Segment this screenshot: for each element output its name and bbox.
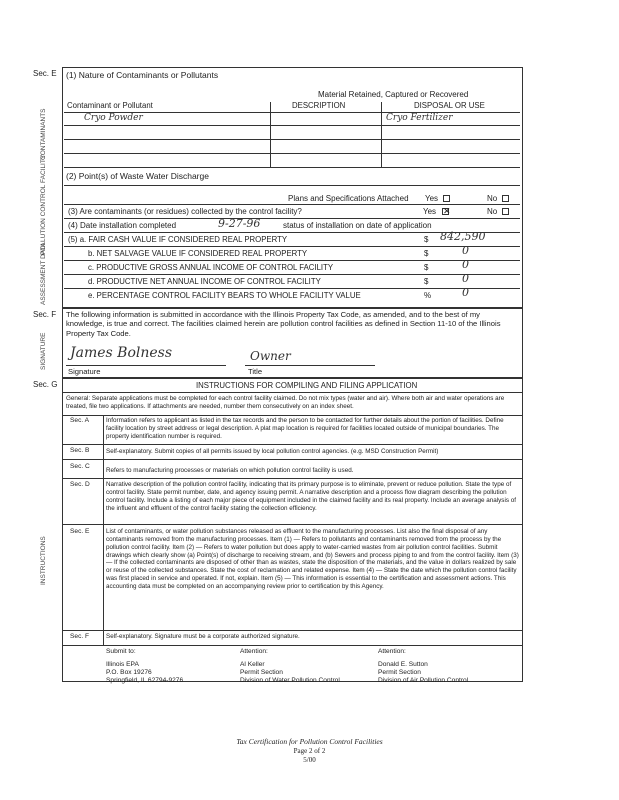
instr-d-line bbox=[62, 524, 523, 525]
addr1-line1: Illinois EPA bbox=[106, 661, 139, 668]
vertical-contaminants: CONTAMINANTS bbox=[40, 108, 47, 160]
footer-page: Page 2 of 2 bbox=[293, 747, 326, 755]
gross-income-dollar: $ bbox=[424, 263, 429, 272]
status-installation-label: status of installation on date of application bbox=[283, 221, 432, 230]
sec-e-label: Sec. E bbox=[33, 69, 57, 78]
attention-label-1: Attention: bbox=[240, 648, 268, 655]
instr-sec-b-label: Sec. B bbox=[70, 447, 90, 454]
contaminants-collected-question: (3) Are contaminants (or residues) collected by the control facility? bbox=[68, 207, 302, 216]
fair-cash-value-label: (5) a. FAIR CASH VALUE IF CONSIDERED REAL PROPERTY bbox=[68, 235, 288, 244]
col-contaminant-header: Contaminant or Pollutant bbox=[67, 101, 153, 110]
certification-statement: The following information is submitted in accordance with the Illinois Property Tax Code, as amended, and to the best of my knowledge, is true and correct. The facilities claimed herein are pollution control facilities as defined in Section 11-10 of the Illinois Property Tax Code. bbox=[66, 310, 501, 338]
percentage-symbol: % bbox=[424, 291, 432, 300]
net-salvage-value: 0 bbox=[462, 244, 469, 257]
instr-sec-a-label: Sec. A bbox=[70, 417, 90, 424]
collected-yes-label: Yes bbox=[423, 207, 437, 216]
row5c-line bbox=[64, 274, 520, 275]
vertical-instructions: INSTRUCTIONS bbox=[40, 536, 47, 585]
sec-f-label: Sec. F bbox=[33, 310, 57, 319]
row-line-2 bbox=[64, 139, 520, 140]
instr-f-line bbox=[62, 645, 523, 646]
addr3-line2: Permit Section bbox=[378, 669, 421, 676]
net-salvage-label: b. NET SALVAGE VALUE IF CONSIDERED REAL PROPERTY bbox=[88, 249, 308, 258]
col-disposal-header: DISPOSAL OR USE bbox=[414, 101, 485, 110]
instr-sec-e-label: Sec. E bbox=[70, 528, 90, 535]
plans-attached-label: Plans and Specifications Attached bbox=[288, 194, 409, 203]
fair-cash-dollar: $ bbox=[424, 235, 429, 244]
instr-sec-d-label: Sec. D bbox=[70, 481, 90, 488]
sec-g-label: Sec. G bbox=[33, 380, 58, 389]
signature-caption: Signature bbox=[68, 367, 101, 376]
signature-handwritten: James Bolness bbox=[70, 345, 173, 361]
vertical-signature: SIGNATURE bbox=[40, 332, 47, 370]
addr1-line2: P.O. Box 19276 bbox=[106, 669, 152, 676]
instr-sec-a-text: Information refers to applicant as listed in the tax records and the person to be contacted for further details about the portion of facilities. Define facility location by street address or legal description. A plat map location is required for facilities located outside of municipal boundaries. The property identification number is required. bbox=[106, 417, 504, 440]
instr-sec-e-text: List of contaminants, or water pollution substances released as effluent to the manufacturing processes. List also the final disposal of any contaminants removed from the manufacturing processes. Item (1) — Refers to pollutants and contaminants removed from the process by the pollution control facility. Item (2) — Refers to water pollution but does apply to water-carried wastes from air pollution control facilities. Submit drawings which clearly show (a) Point(s) of discharge to receiving stream, and (b) Sewers and process piping to and from the control facility. Item (3) — If the collected contaminants are disposed of other than as wastes, state the disposition of the materials, and the value in dollars realized by sale or reuse of the collected substances. State the cost of reclamation and related expense. Item (4) — State the date which the pollution control facility was first placed in service and operated. If not, explain. Item (5) — This information is essential to the certification and assessment actions. This accounting data must be completed on an accompanying review prior to certification by this Agency. bbox=[106, 528, 519, 591]
gross-income-label: c. PRODUCTIVE GROSS ANNUAL INCOME OF CONTROL FACILITY bbox=[88, 263, 334, 272]
plans-yes-label: Yes bbox=[425, 194, 439, 203]
general-line bbox=[62, 415, 523, 416]
vertical-assessment: ASSESSMENT DATA bbox=[40, 242, 47, 305]
plans-yes-checkbox[interactable] bbox=[443, 195, 450, 202]
addr3-line3: Division of Air Pollution Control bbox=[378, 677, 469, 684]
addr3-line1: Donald E. Sutton bbox=[378, 661, 428, 668]
collected-no-label: No bbox=[487, 207, 498, 216]
submit-to-label: Submit to: bbox=[106, 648, 136, 655]
net-income-value: 0 bbox=[462, 272, 469, 285]
instr-b-line bbox=[62, 459, 523, 460]
general-instructions: General: Separate applications must be completed for each control facility claimed. Do not mix types (water and air). Where both air and water operations are treated, file two applications. If attachments are needed, number them consecutively on an index sheet. bbox=[66, 395, 505, 410]
discharge-line-1 bbox=[64, 185, 520, 186]
sec-e-left-rule bbox=[62, 67, 63, 308]
row5d-line bbox=[64, 288, 520, 289]
instr-sec-b-text: Self-explanatory. Submit copies of all permits issued by local pollution control agencies. (e.g. MSD Construction Permit) bbox=[106, 448, 439, 455]
material-retained-header: Material Retained, Captured or Recovered bbox=[318, 90, 469, 99]
row1-disposal-value: Cryo Fertilizer bbox=[386, 113, 453, 123]
instr-sec-c-text: Refers to manufacturing processes or materials on which pollution control facility is used. bbox=[106, 467, 354, 474]
collected-no-checkbox[interactable] bbox=[502, 208, 509, 215]
nature-of-contaminants-title: (1) Nature of Contaminants or Pollutants bbox=[66, 70, 219, 80]
plans-no-label: No bbox=[487, 194, 498, 203]
col-divider-1 bbox=[270, 102, 271, 168]
net-income-label: d. PRODUCTIVE NET ANNUAL INCOME OF CONTROL FACILITY bbox=[88, 277, 321, 286]
fair-cash-value: 842,590 bbox=[440, 230, 486, 243]
instr-a-line bbox=[62, 444, 523, 445]
instr-c-line bbox=[62, 478, 523, 479]
gross-income-value: 0 bbox=[462, 258, 469, 271]
addr2-line2: Permit Section bbox=[240, 669, 283, 676]
col-divider-2 bbox=[381, 102, 382, 168]
heading-line bbox=[62, 392, 523, 393]
footer-title: Tax Certification for Pollution Control Facilities bbox=[236, 737, 383, 746]
instr-sec-d-text: Narrative description of the pollution control facility, indicating that its primary purpose is to eliminate, prevent or reduce pollution. State the type of control facility. State permit number, date, and agency issuing permit. A narrative description and a process flow diagram describing the pollution control facility. Include a listing of each major piece of equipment included in the claimed facility and its real property. Include an average analysis of the influent and effluent of the control facility stating the collection efficiency. bbox=[106, 481, 516, 512]
row-line-3 bbox=[64, 153, 520, 154]
instr-label-divider bbox=[103, 415, 104, 645]
instructions-heading: INSTRUCTIONS FOR COMPILING AND FILING APPLICATION bbox=[196, 381, 418, 390]
waste-water-discharge-title: (2) Point(s) of Waste Water Discharge bbox=[66, 171, 209, 181]
title-handwritten: Owner bbox=[250, 349, 291, 363]
row5b-line bbox=[64, 260, 520, 261]
date-installation-label: (4) Date installation completed bbox=[68, 221, 177, 230]
row5a-line bbox=[64, 246, 520, 247]
attention-label-2: Attention: bbox=[378, 648, 406, 655]
vertical-pollution-control: POLLUTION CONTROL FACILITY bbox=[40, 154, 47, 255]
plans-no-checkbox[interactable] bbox=[502, 195, 509, 202]
instr-sec-c-label: Sec. C bbox=[70, 463, 90, 470]
col-description-header: DESCRIPTION bbox=[292, 101, 346, 110]
net-salvage-dollar: $ bbox=[424, 249, 429, 258]
instr-sec-f-label: Sec. F bbox=[70, 633, 90, 640]
net-income-dollar: $ bbox=[424, 277, 429, 286]
addr1-line3: Springfield, IL 62794-9276 bbox=[106, 677, 184, 684]
percentage-value: 0 bbox=[462, 286, 469, 299]
footer-date: 5/00 bbox=[303, 756, 316, 764]
plans-line bbox=[64, 204, 520, 205]
title-line bbox=[245, 365, 375, 366]
row-line-4 bbox=[64, 167, 520, 168]
percentage-label: e. PERCENTAGE CONTROL FACILITY BEARS TO WHOLE FACILITY VALUE bbox=[88, 291, 361, 300]
addr2-line3: Division of Water Pollution Control bbox=[240, 677, 340, 684]
signature-line bbox=[66, 365, 226, 366]
row-line-1 bbox=[64, 125, 520, 126]
addr2-line1: Al Keller bbox=[240, 661, 265, 668]
title-caption: Title bbox=[248, 367, 263, 376]
collected-yes-checkbox[interactable]: ✕ bbox=[443, 206, 451, 216]
date-installation-value: 9-27-96 bbox=[218, 217, 261, 230]
instr-sec-f-text: Self-explanatory. Signature must be a corporate authorized signature. bbox=[106, 633, 300, 640]
instr-e-line bbox=[62, 630, 523, 631]
row1-contaminant-value: Cryo Powder bbox=[84, 113, 143, 123]
collected-line bbox=[64, 218, 520, 219]
